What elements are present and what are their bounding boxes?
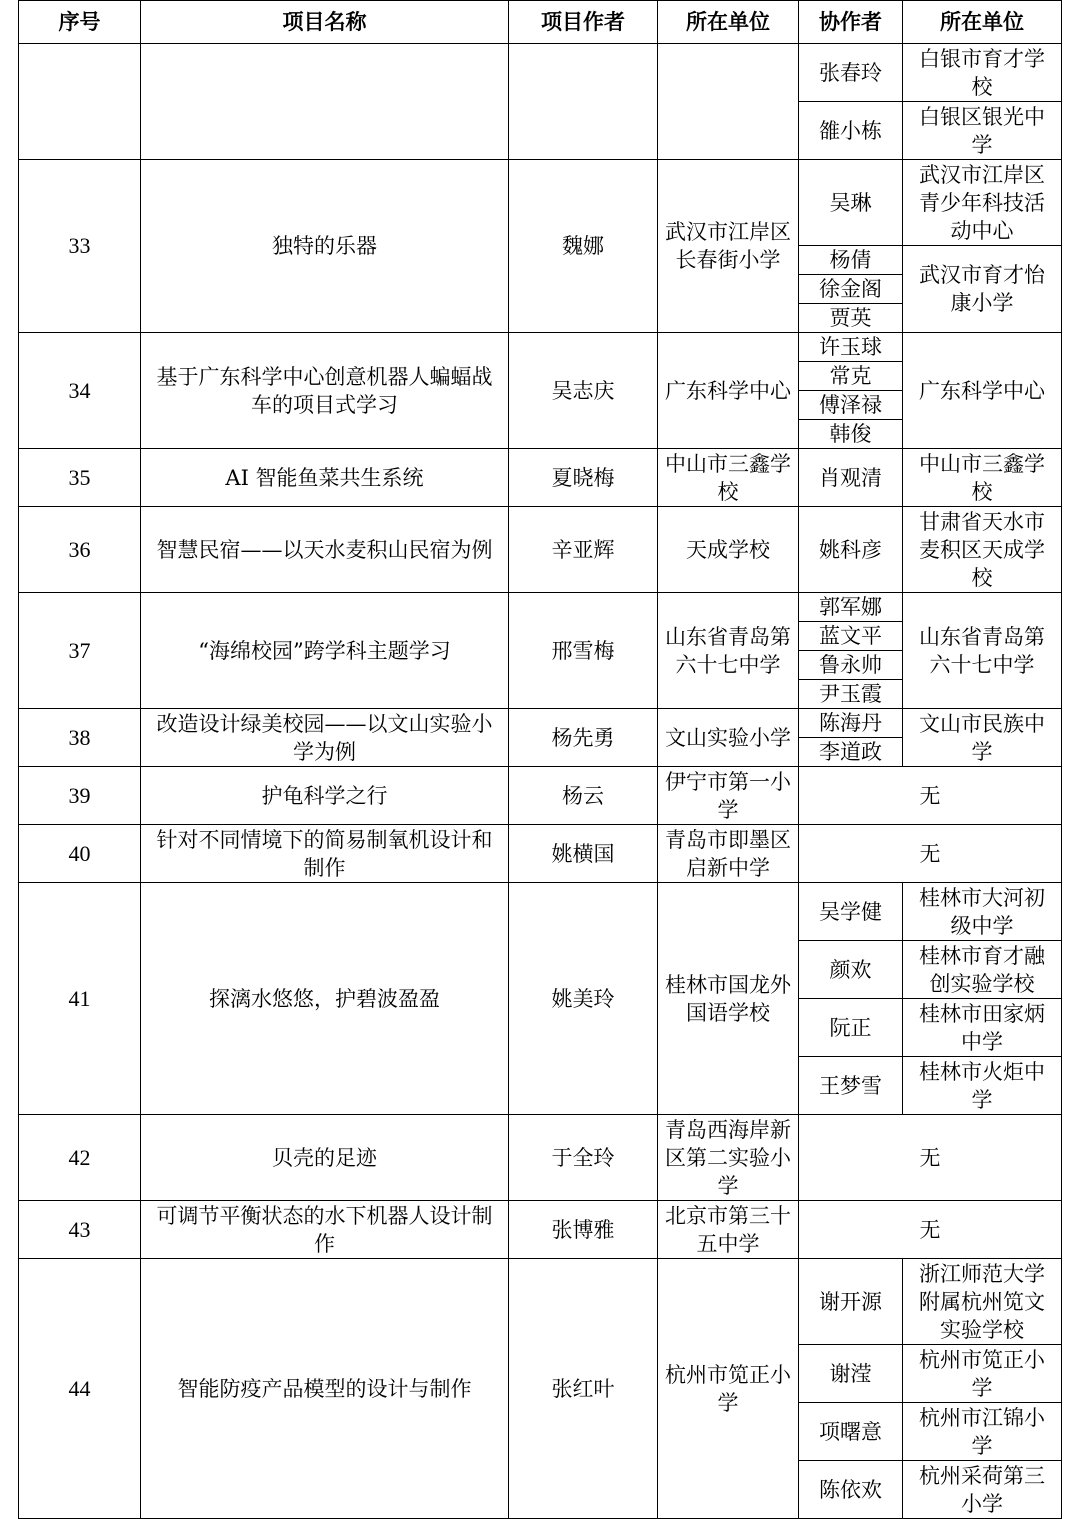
project-name: AI 智能鱼菜共生系统	[141, 449, 509, 507]
collaborator-name: 杨倩	[799, 246, 903, 275]
table-row	[19, 44, 1062, 102]
table-row	[19, 709, 1062, 738]
header-row	[19, 1, 1062, 44]
author-unit: 北京市第三十五中学	[658, 1201, 799, 1259]
project-author: 姚美玲	[509, 883, 658, 1115]
project-name: 针对不同情境下的简易制氧机设计和制作	[141, 825, 509, 883]
author-unit: 武汉市江岸区长春街小学	[658, 160, 799, 333]
collaborator-unit: 武汉市江岸区青少年科技活动中心	[903, 160, 1062, 246]
collaborator-name: 鲁永帅	[799, 651, 903, 680]
table-row	[19, 825, 1062, 883]
collaborator-name: 王梦雪	[799, 1057, 903, 1115]
collaborator-name: 贾英	[799, 304, 903, 333]
project-index	[19, 44, 141, 160]
collaborator-name: 阮正	[799, 999, 903, 1057]
project-table	[18, 0, 1062, 1519]
table-row	[19, 160, 1062, 246]
project-index: 35	[19, 449, 141, 507]
project-index: 43	[19, 1201, 141, 1259]
collaborator-name: 徐金阁	[799, 275, 903, 304]
table-row	[19, 507, 1062, 593]
project-name: 护龟科学之行	[141, 767, 509, 825]
header-project-author: 项目作者	[509, 1, 658, 44]
project-author: 张红叶	[509, 1259, 658, 1519]
project-name	[141, 44, 509, 160]
collaborator-unit: 桂林市大河初级中学	[903, 883, 1062, 941]
header-project-name: 项目名称	[141, 1, 509, 44]
project-index: 33	[19, 160, 141, 333]
author-unit: 广东科学中心	[658, 333, 799, 449]
project-author: 杨云	[509, 767, 658, 825]
project-index: 38	[19, 709, 141, 767]
collaborator-name: 张春玲	[799, 44, 903, 102]
project-index: 41	[19, 883, 141, 1115]
table-row	[19, 1259, 1062, 1345]
collaborator-name: 韩俊	[799, 420, 903, 449]
author-unit: 青岛市即墨区启新中学	[658, 825, 799, 883]
project-name: 探漓水悠悠，护碧波盈盈	[141, 883, 509, 1115]
collaborator-unit: 广东科学中心	[903, 333, 1062, 449]
collaborator-name: 陈海丹	[799, 709, 903, 738]
project-author: 杨先勇	[509, 709, 658, 767]
collaborator-name: 项曙意	[799, 1403, 903, 1461]
table-row	[19, 767, 1062, 825]
collaborator-unit: 文山市民族中学	[903, 709, 1062, 767]
table-row	[19, 1201, 1062, 1259]
collaborator-name: 蓝文平	[799, 622, 903, 651]
collaborator-name: 尹玉霞	[799, 680, 903, 709]
collaborator-unit: 桂林市火炬中学	[903, 1057, 1062, 1115]
collaborator-unit: 中山市三鑫学校	[903, 449, 1062, 507]
header-author-unit: 所在单位	[658, 1, 799, 44]
author-unit: 杭州市笕正小学	[658, 1259, 799, 1519]
author-unit: 青岛西海岸新区第二实验小学	[658, 1115, 799, 1201]
project-name: 改造设计绿美校园——以文山实验小学为例	[141, 709, 509, 767]
project-author: 夏晓梅	[509, 449, 658, 507]
collaborator-unit: 杭州市江锦小学	[903, 1403, 1062, 1461]
author-unit	[658, 44, 799, 160]
author-unit: 文山实验小学	[658, 709, 799, 767]
project-name: 智能防疫产品模型的设计与制作	[141, 1259, 509, 1519]
collaborator-unit: 桂林市育才融创实验学校	[903, 941, 1062, 999]
author-unit: 伊宁市第一小学	[658, 767, 799, 825]
no-collaborator: 无	[799, 1115, 1062, 1201]
collaborator-name: 肖观清	[799, 449, 903, 507]
collaborator-unit: 浙江师范大学附属杭州笕文实验学校	[903, 1259, 1062, 1345]
project-author	[509, 44, 658, 160]
no-collaborator: 无	[799, 825, 1062, 883]
header-collaborator: 协作者	[799, 1, 903, 44]
collaborator-name: 颜欢	[799, 941, 903, 999]
collaborator-name: 雒小栋	[799, 102, 903, 160]
collaborator-name: 许玉球	[799, 333, 903, 362]
author-unit: 中山市三鑫学校	[658, 449, 799, 507]
project-name: 贝壳的足迹	[141, 1115, 509, 1201]
project-author: 姚横国	[509, 825, 658, 883]
author-unit: 桂林市国龙外国语学校	[658, 883, 799, 1115]
project-index: 37	[19, 593, 141, 709]
collaborator-name: 陈依欢	[799, 1461, 903, 1519]
collaborator-name: 谢滢	[799, 1345, 903, 1403]
author-unit: 天成学校	[658, 507, 799, 593]
collaborator-name: 郭军娜	[799, 593, 903, 622]
project-index: 39	[19, 767, 141, 825]
collaborator-name: 常克	[799, 362, 903, 391]
project-name: “海绵校园”跨学科主题学习	[141, 593, 509, 709]
project-author: 邢雪梅	[509, 593, 658, 709]
project-index: 44	[19, 1259, 141, 1519]
project-author: 于全玲	[509, 1115, 658, 1201]
project-author: 张博雅	[509, 1201, 658, 1259]
collaborator-name: 谢开源	[799, 1259, 903, 1345]
collaborator-name: 姚科彦	[799, 507, 903, 593]
project-author: 吴志庆	[509, 333, 658, 449]
project-index: 34	[19, 333, 141, 449]
project-index: 40	[19, 825, 141, 883]
collaborator-name: 吴学健	[799, 883, 903, 941]
collaborator-unit: 桂林市田家炳中学	[903, 999, 1062, 1057]
project-name: 独特的乐器	[141, 160, 509, 333]
table-row	[19, 449, 1062, 507]
collaborator-unit: 杭州采荷第三小学	[903, 1461, 1062, 1519]
project-name: 可调节平衡状态的水下机器人设计制作	[141, 1201, 509, 1259]
project-name: 智慧民宿——以天水麦积山民宿为例	[141, 507, 509, 593]
project-author: 魏娜	[509, 160, 658, 333]
collaborator-name: 李道政	[799, 738, 903, 767]
no-collaborator: 无	[799, 1201, 1062, 1259]
header-collaborator-unit: 所在单位	[903, 1, 1062, 44]
project-index: 42	[19, 1115, 141, 1201]
project-name: 基于广东科学中心创意机器人蝙蝠战车的项目式学习	[141, 333, 509, 449]
collaborator-unit: 山东省青岛第六十七中学	[903, 593, 1062, 709]
table-row	[19, 593, 1062, 622]
project-author: 辛亚辉	[509, 507, 658, 593]
table-row	[19, 1115, 1062, 1201]
table-row	[19, 333, 1062, 362]
collaborator-unit: 白银市育才学校	[903, 44, 1062, 102]
collaborator-name: 傅泽禄	[799, 391, 903, 420]
collaborator-unit: 白银区银光中学	[903, 102, 1062, 160]
collaborator-unit: 杭州市笕正小学	[903, 1345, 1062, 1403]
header-index: 序号	[19, 1, 141, 44]
no-collaborator: 无	[799, 767, 1062, 825]
project-index: 36	[19, 507, 141, 593]
collaborator-unit: 甘肃省天水市麦积区天成学校	[903, 507, 1062, 593]
collaborator-name: 吴琳	[799, 160, 903, 246]
table-row	[19, 883, 1062, 941]
author-unit: 山东省青岛第六十七中学	[658, 593, 799, 709]
collaborator-unit: 武汉市育才怡康小学	[903, 246, 1062, 333]
